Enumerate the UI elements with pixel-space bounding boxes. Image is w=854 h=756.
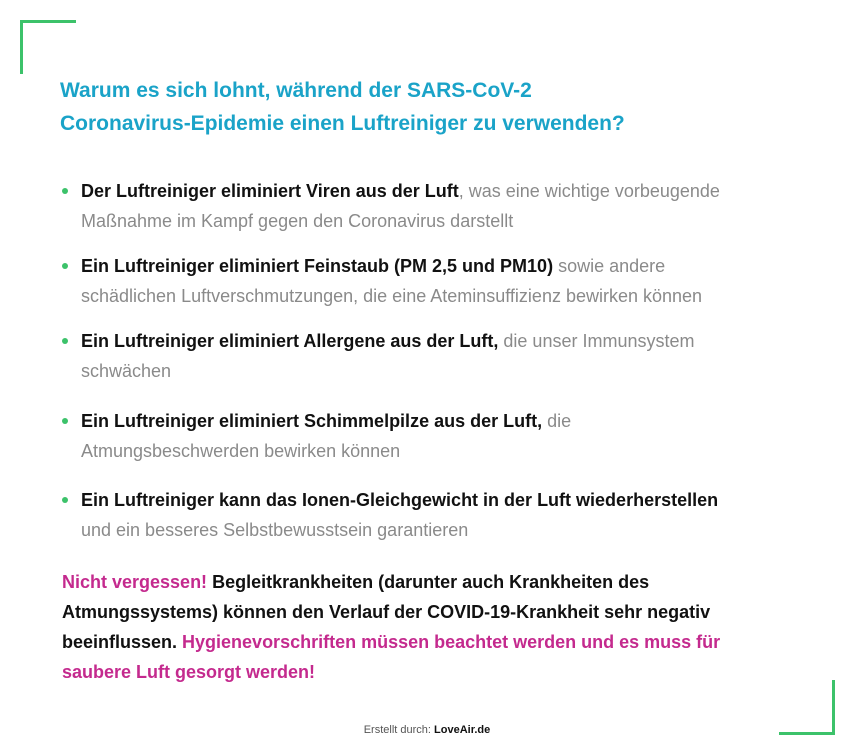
list-item-rest-line2: Atmungsbeschwerden bewirken können	[81, 441, 401, 461]
list-item-text	[81, 326, 801, 386]
reminder-body: Begleitkrankheiten (darunter auch Krankheiten des Atmungssystems) können den Verlauf der COVID-19-Krankheit sehr negativ beeinflussen.	[62, 572, 711, 652]
list-item-rest: die unser Immunsystem	[498, 331, 695, 351]
list-item-bold: Ein Luftreiniger eliminiert Allergene aus der Luft,	[81, 331, 499, 351]
page-title-line-1: Warum es sich lohnt, während der SARS-CoV-2	[60, 79, 532, 102]
list-item-rest-line2: und ein besseres Selbstbewusstsein garantieren	[81, 520, 469, 540]
list-item-rest-line2: schwächen	[81, 361, 172, 381]
list-item-bold: Ein Luftreiniger eliminiert Schimmelpilze aus der Luft,	[81, 411, 543, 431]
reminder-highlight-2: Hygienevorschriften müssen beachtet werden und es muss für saubere Luft gesorgt werden!	[62, 632, 721, 682]
list-item-rest-line2: Maßnahme im Kampf gegen den Coronavirus darstellt	[81, 211, 514, 231]
page-title-line-2: Coronavirus-Epidemie einen Luftreiniger zu verwenden?	[60, 112, 625, 135]
list-item-rest-line2: schädlichen Luftverschmutzungen, die eine Ateminsuffizienz bewirken können	[81, 286, 703, 306]
list-item-text	[81, 176, 801, 236]
reminder-note	[62, 567, 782, 687]
bullet-dot-icon	[62, 338, 68, 344]
list-item-rest: , was eine wichtige vorbeugende	[458, 181, 720, 201]
list-item-bold: Der Luftreiniger eliminiert Viren aus der Luft	[81, 181, 459, 201]
bullet-dot-icon	[62, 188, 68, 194]
list-item-text	[81, 251, 801, 311]
list-item-text	[81, 406, 801, 466]
footer-label: Erstellt durch:	[363, 724, 435, 736]
bullet-dot-icon	[62, 263, 68, 269]
page-title	[60, 74, 780, 140]
list-item-text	[81, 485, 801, 545]
bullet-dot-icon	[62, 497, 68, 503]
bullet-dot-icon	[62, 418, 68, 424]
footer-credit	[0, 724, 854, 736]
reminder-highlight: Nicht vergessen!	[62, 572, 208, 592]
list-item-bold: Ein Luftreiniger kann das Ionen-Gleichgewicht in der Luft wiederherstellen	[81, 490, 719, 510]
footer-brand-link[interactable]: LoveAir.de	[434, 724, 491, 736]
list-item-bold: Ein Luftreiniger eliminiert Feinstaub (PM 2,5 und PM10)	[81, 256, 554, 276]
list-item-rest: die	[542, 411, 572, 431]
list-item-rest: sowie andere	[553, 256, 666, 276]
corner-bracket-top-left	[20, 20, 76, 74]
